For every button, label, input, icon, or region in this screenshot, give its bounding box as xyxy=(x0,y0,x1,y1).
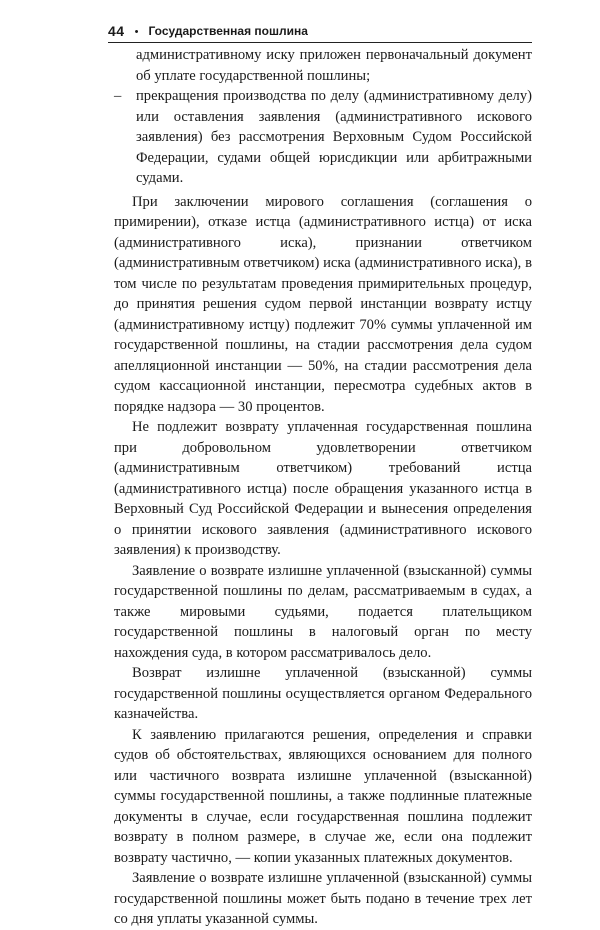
paragraph: Заявление о возврате излишне уплаченной (взысканной) суммы государственной пошлины по делам, рассматриваемым в судах, а также мировыми судьями, подается плательщиком государственной пошлины в налоговый орган по месту нахождения суда, в котором рассматривалось дело. xyxy=(114,562,532,661)
running-title: Государственная пошлина xyxy=(148,24,308,38)
running-header xyxy=(108,20,532,43)
paragraph: При заключении мирового соглашения (соглашения о примирении), отказе истца (административного истца) от иска (административного иска), признании ответчиком (административным ответчиком) иска (административного иска), в том числе по результатам проведения примирительных процедур, до принятия решения судом первой инстанции возврату истцу (административному истцу) подлежит 70% суммы уплаченной им государственной пошлины, на стадии рассмотрения дела судом апелляционной инстанции — 50%, на стадии рассмотрения дела судом кассационной инстанции, пересмотра судебных актов в порядке надзора — 30 процентов. xyxy=(114,193,532,415)
dash-list-item xyxy=(114,86,532,189)
paragraph: Заявление о возврате излишне уплаченной (взысканной) суммы государственной пошлины может быть подано в течение трех лет со дня уплаты указанной суммы. xyxy=(114,870,532,927)
paragraph: Не подлежит возврату уплаченная государственная пошлина при добровольном удовлетворении ответчиком (административным ответчиком) требований истца (административного истца) после обращения указанного истца в Верховный Суд Российской Федерации и вынесения определения о принятии искового заявления (административного искового заявления) к производству. xyxy=(114,419,532,558)
paragraph: Возврат излишне уплаченной (взысканной) суммы государственной пошлины осуществляется органом Федерального казначейства. xyxy=(114,665,532,722)
continued-list-item: административному иску приложен первоначальный документ об уплате государственной пошлины; xyxy=(136,47,532,84)
page-number: 44 xyxy=(108,23,125,39)
paragraph: К заявлению прилагаются решения, определения и справки судов об обстоятельствах, являющихся основанием для полного или частичного возврата излишне уплаченной (взысканной) суммы государственной пошлины, а также подлинные платежные документы в случае, если государственная пошлина подлежит возврату в полном размере, в случае же, если она подлежит возврату частично, — копии указанных платежных документов. xyxy=(114,726,532,866)
page-body xyxy=(114,45,532,930)
dash-list-item-text: прекращения производства по делу (административному делу) или оставления заявления (административного искового заявления) без рассмотрения Верховным Судом Российской Федерации, судами общей юрисдикции или арбитражными судами. xyxy=(136,88,532,186)
dash-bullet: – xyxy=(114,88,122,104)
header-separator: • xyxy=(134,26,139,38)
